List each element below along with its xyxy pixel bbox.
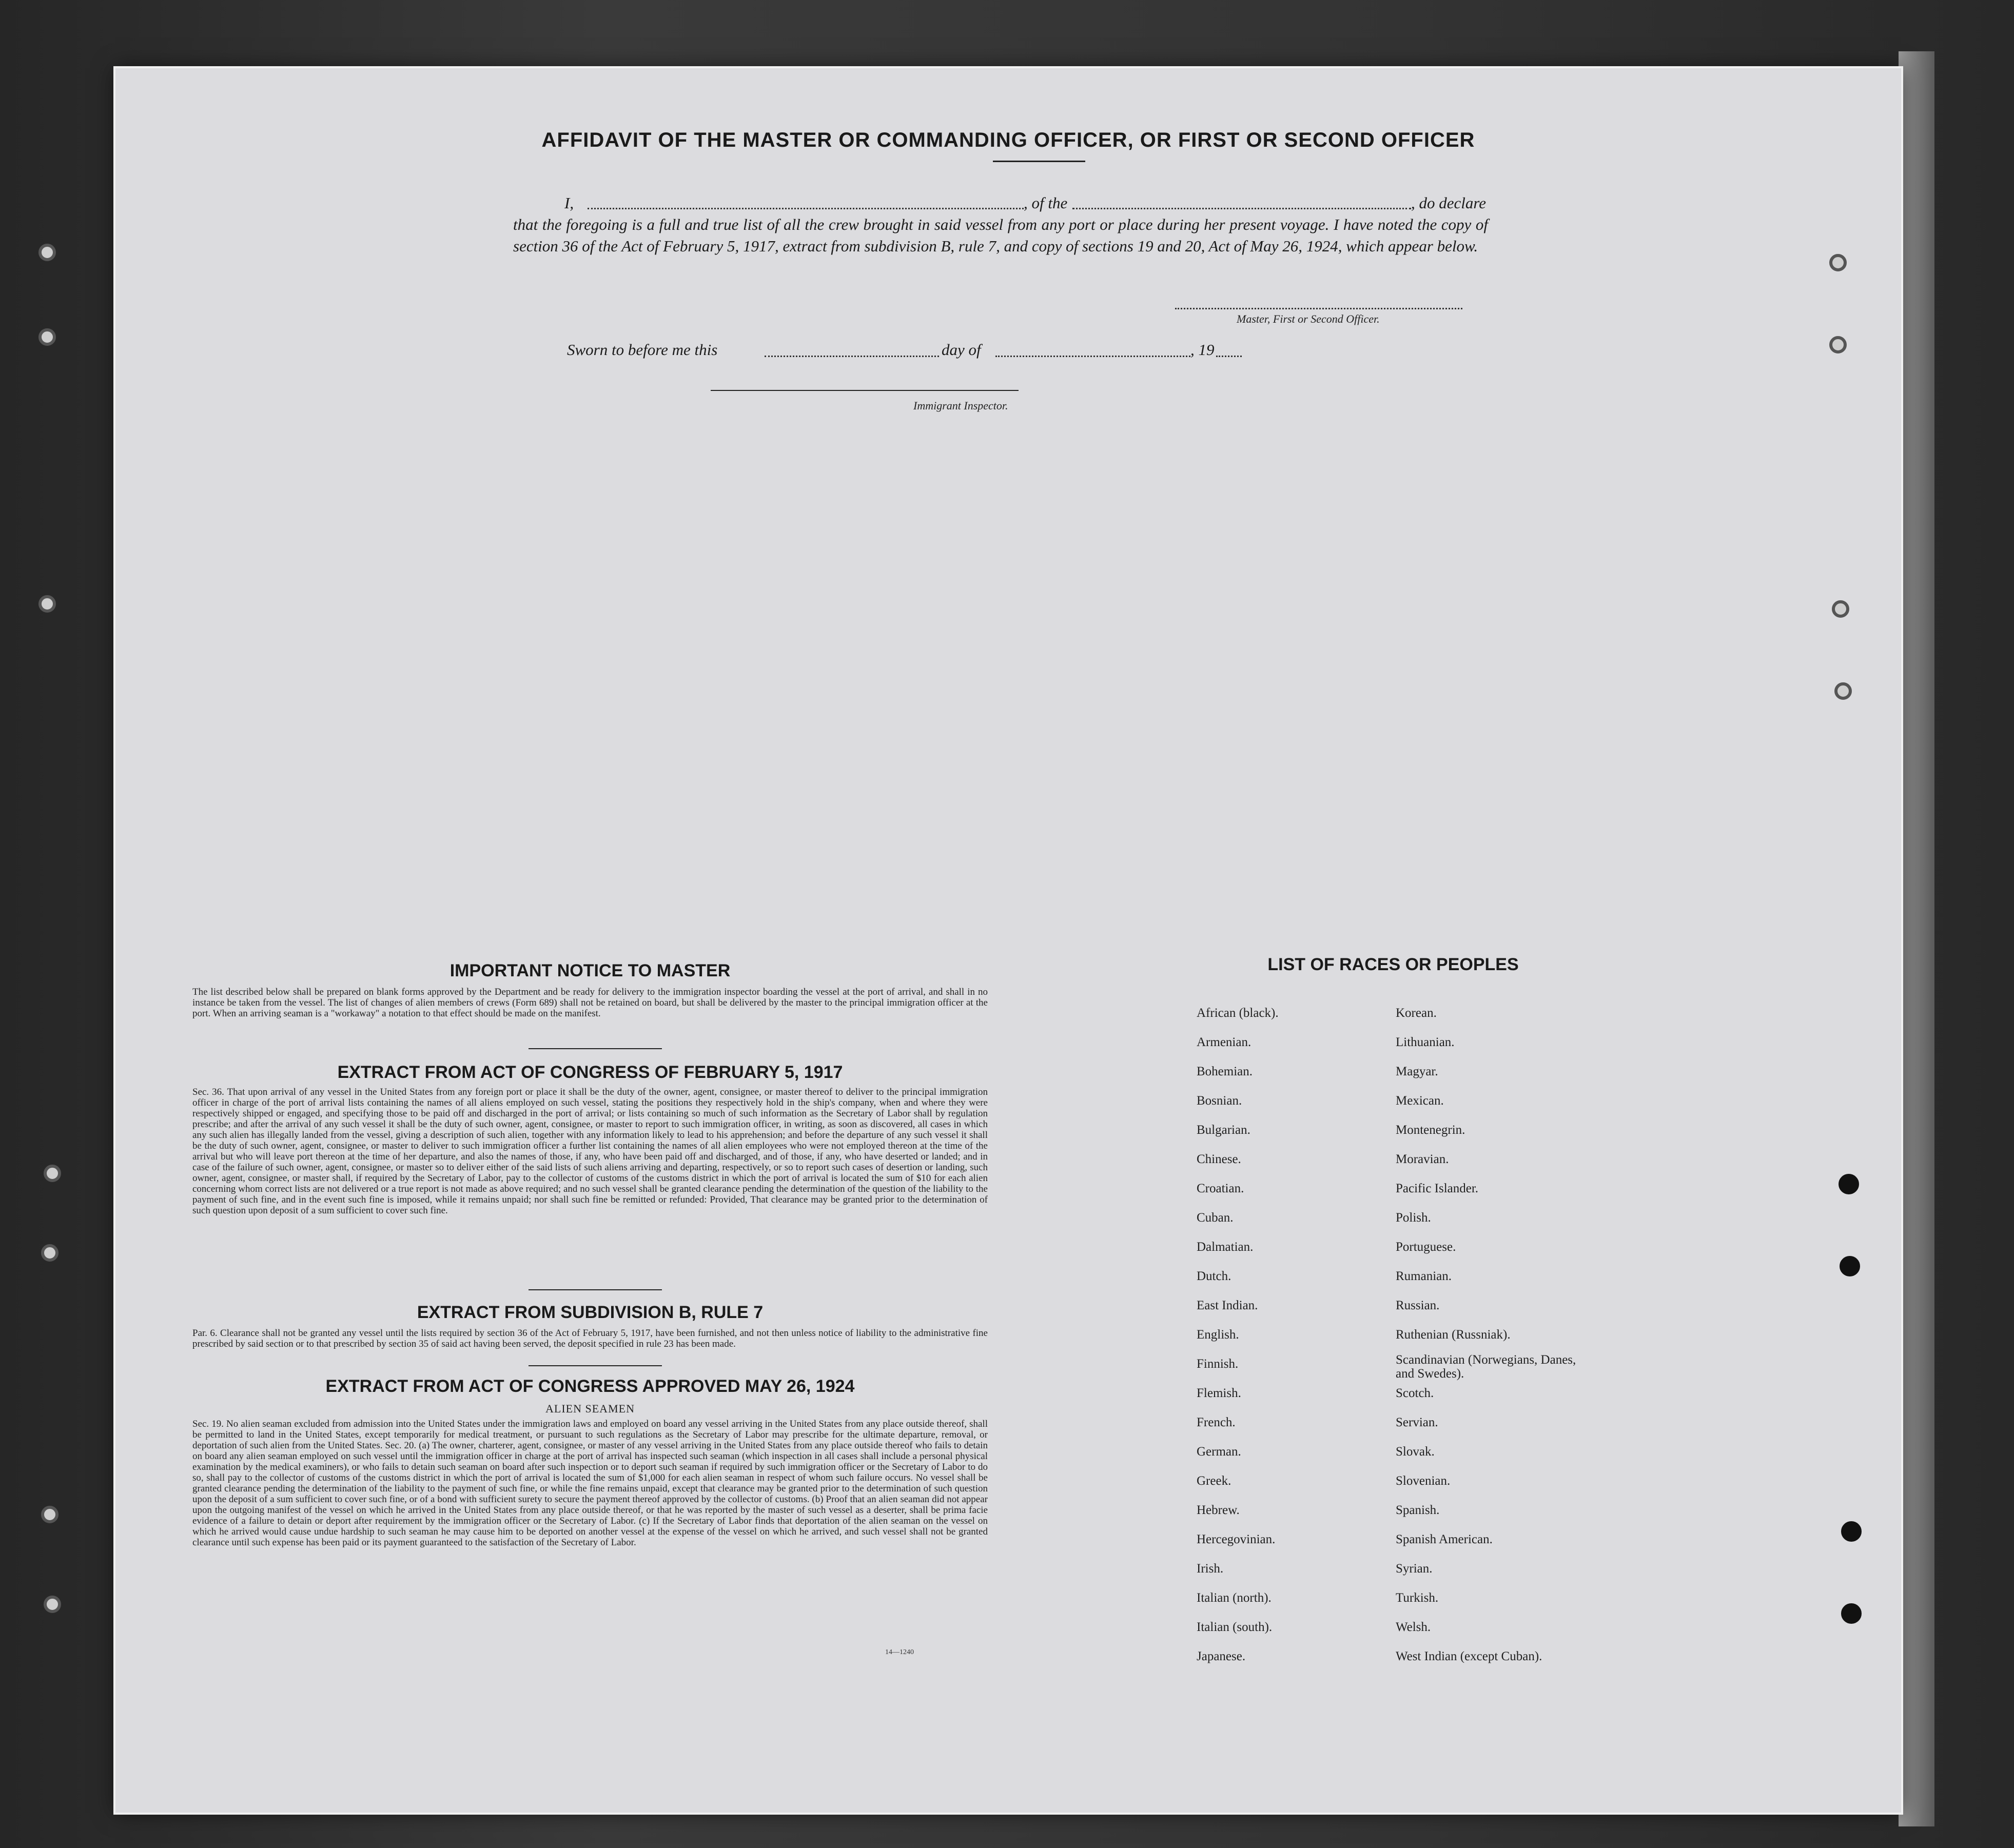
affidavit-title: AFFIDAVIT OF THE MASTER OR COMMANDING OFFICER, OR FIRST OR SECOND OFFICER <box>541 129 1475 151</box>
race-item: Pacific Islander. <box>1396 1182 1479 1195</box>
race-item: Dutch. <box>1197 1269 1231 1283</box>
extract-1924-title: EXTRACT FROM ACT OF CONGRESS APPROVED MAY 26, 1924 <box>325 1377 855 1396</box>
race-item: Moravian. <box>1396 1152 1449 1166</box>
divider-1 <box>529 1048 662 1049</box>
sworn-prefix: Sworn to before me this <box>567 341 718 359</box>
master-signature-label: Master, First or Second Officer. <box>1237 312 1380 325</box>
punch-hole-right <box>1841 1521 1862 1542</box>
punch-hole-left <box>38 595 56 613</box>
race-item: Bosnian. <box>1197 1094 1242 1108</box>
races-title: LIST OF RACES OR PEOPLES <box>1267 955 1519 974</box>
race-item: Armenian. <box>1197 1035 1252 1049</box>
race-item: Italian (north). <box>1197 1591 1272 1605</box>
race-item: Bulgarian. <box>1197 1123 1250 1137</box>
race-item: West Indian (except Cuban). <box>1396 1649 1542 1663</box>
sworn-year: , 19 <box>1190 341 1215 359</box>
punch-hole-right <box>1841 1603 1862 1624</box>
race-item: Flemish. <box>1197 1386 1241 1400</box>
affidavit-line1-i: I, <box>564 194 574 212</box>
race-item: Magyar. <box>1396 1065 1438 1078</box>
race-item: Greek. <box>1197 1474 1231 1488</box>
race-item: French. <box>1197 1416 1236 1429</box>
underlying-page-edge <box>1899 51 1934 1826</box>
race-item: English. <box>1197 1328 1239 1342</box>
punch-hole-right <box>1839 1174 1859 1194</box>
race-item: Finnish. <box>1197 1357 1239 1371</box>
notice-title: IMPORTANT NOTICE TO MASTER <box>449 961 731 980</box>
race-item: Hercegovinian. <box>1197 1532 1276 1546</box>
punch-hole-right <box>1832 600 1849 618</box>
punch-hole-right <box>1829 254 1847 271</box>
extract-1924-subtitle: ALIEN SEAMEN <box>545 1402 635 1415</box>
race-item: Russian. <box>1396 1299 1440 1312</box>
race-item: Scotch. <box>1396 1386 1434 1400</box>
document-page <box>115 68 1901 1813</box>
punch-hole-left <box>41 1506 58 1523</box>
affidavit-body: that the foregoing is a full and true list of all the crew brought in said vessel from any port or place during her present voyage. I have noted the copy of section 36 of the Act of February 5, 1917, extract from subdivision B, rule 7, and copy of sections 19 and 20, Act of May 26, 1924, which appear below. <box>513 215 1488 255</box>
punch-hole-left <box>41 1244 58 1262</box>
punch-hole-right <box>1834 682 1852 700</box>
race-item: Mexican. <box>1396 1094 1444 1108</box>
race-item: Turkish. <box>1396 1591 1439 1605</box>
race-item: Dalmatian. <box>1197 1240 1254 1254</box>
master-signature-line[interactable] <box>1175 308 1462 309</box>
notice-text: The list described below shall be prepared on blank forms approved by the Department and be ready for delivery to the immigration inspector boarding the vessel at the port of arrival, and shall in no instance be taken from the vessel. The list of changes of alien members of crews (Form 689) shall not be retained on board, but shall be delivered by the master to the principal immigration officer at the port. When an arriving seaman is a "workaway" a notation to that effect should be made on the manifest. <box>192 987 988 1019</box>
race-item: Montenegrin. <box>1396 1123 1465 1137</box>
affidavit-line1-declare: , do declare <box>1411 194 1487 212</box>
race-item: East Indian. <box>1197 1299 1258 1312</box>
race-item: Rumanian. <box>1396 1269 1452 1283</box>
punch-hole-left <box>44 1596 61 1613</box>
race-item: Chinese. <box>1197 1152 1241 1166</box>
race-item: Croatian. <box>1197 1182 1244 1195</box>
sworn-year-blank[interactable] <box>1216 356 1242 357</box>
extract-1917-title: EXTRACT FROM ACT OF CONGRESS OF FEBRUARY 5, 1917 <box>337 1063 843 1082</box>
sworn-day-blank[interactable] <box>765 356 939 357</box>
inspector-signature-line <box>711 390 1019 391</box>
extract-1917-text: Sec. 36. That upon arrival of any vessel in the United States from any foreign port or place it shall be the duty of the owner, agent, consignee, or master thereof to deliver to the principal immigration officer in charge of the port of arrival lists containing the names of all aliens employed on such vessel, stating the positions they respectively hold in the ship's company, when and where they were respectively shipped or engaged, and specifying those to be paid off and discharged in the port of arrival; or lists containing so much of such information as the Secretary of Labor shall by regulation prescribe; and after the arrival of any such vessel it shall be the duty of such owner, agent, consignee, or master to report to such immigration officer, in writing, as soon as discovered, all cases in which any such alien has illegally landed from the vessel, giving a description of such alien, together with any information likely to lead to his apprehension; and before the departure of any such vessel it shall be the duty of such owner, agent, consignee, or master to deliver to such immigration officer a further list containing the names of all alien employees who were not employed thereon at the time of the arrival but who will leave port thereon at the time of her departure, and also the names of those, if any, who have been paid off and discharged, and of those, if any, who have deserted or landed; and in case of the failure of such owner, agent, consignee, or master so to deliver either of the said lists of such aliens arriving and departing, respectively, or so to report such cases of desertion or landing, such owner, agent, consignee, or master shall, if required by the Secretary of Labor, pay to the collector of customs of the customs district in which the port of arrival is located the sum of $10 for each alien concerning whom correct lists are not delivered or a true report is not made as above required; and no such vessel shall be granted clearance pending the determination of the question of the liability to the payment of such fine, and in the event such fine is imposed, while it remains unpaid; nor shall such fine be remitted or refunded: Provided, That clearance may be granted prior to the determination of such question upon deposit of a sum sufficient to cover such fine. <box>192 1087 988 1216</box>
title-underline <box>993 161 1085 162</box>
race-item: Ruthenian (Russniak). <box>1396 1328 1511 1342</box>
vessel-blank[interactable] <box>1072 208 1411 209</box>
divider-2 <box>529 1289 662 1290</box>
sworn-day-of: day of <box>942 341 981 359</box>
race-item: Scandinavian (Norwegians, Danes, and Swedes). <box>1396 1353 1576 1381</box>
race-item: Portuguese. <box>1396 1240 1456 1254</box>
race-item: Servian. <box>1396 1416 1438 1429</box>
race-item: Slovenian. <box>1396 1474 1451 1488</box>
punch-hole-left <box>38 244 56 261</box>
sworn-month-blank[interactable] <box>995 356 1190 357</box>
race-item: Hebrew. <box>1197 1503 1240 1517</box>
punch-hole-left <box>44 1165 61 1182</box>
extract-rule7-text: Par. 6. Clearance shall not be granted any vessel until the lists required by section 36 of the Act of February 5, 1917, have been furnished, and not then unless notice of liability to the administrative fine prescribed by said section or to that prescribed by section 35 of said act having been served, the deposit specified in rule 23 has been made. <box>192 1328 988 1349</box>
race-item: African (black). <box>1197 1006 1279 1020</box>
race-item: Irish. <box>1197 1562 1224 1576</box>
name-blank[interactable] <box>588 208 1024 209</box>
race-item: Spanish. <box>1396 1503 1440 1517</box>
race-item: Slovak. <box>1396 1445 1435 1459</box>
race-item: Spanish American. <box>1396 1532 1493 1546</box>
race-item: Syrian. <box>1396 1562 1433 1576</box>
race-item: Italian (south). <box>1197 1620 1273 1634</box>
race-item: Cuban. <box>1197 1211 1234 1225</box>
punch-hole-left <box>38 328 56 346</box>
race-item: Japanese. <box>1197 1649 1246 1663</box>
divider-3 <box>529 1365 662 1366</box>
punch-hole-right <box>1829 336 1847 353</box>
race-item: Lithuanian. <box>1396 1035 1455 1049</box>
extract-1924-text: Sec. 19. No alien seaman excluded from admission into the United States under the immigration laws and employed on board any vessel arriving in the United States from any place outside thereof, shall be permitted to land in the United States, except temporarily for medical treatment, or pursuant to such regulations as the Secretary of Labor may prescribe for the ultimate departure, removal, or deportation of such alien from the United States. Sec. 20. (a) The owner, charterer, agent, consignee, or master of any vessel arriving in the United States from any place outside thereof who fails to detain on board any alien seaman employed on such vessel until the immigration officer in charge at the port of arrival has inspected such seaman (which inspection in all cases shall include a personal physical examination by the medical examiners), or who fails to detain such seaman on board after such inspection or to deport such seaman if required by such immigration officer or the Secretary of Labor to do so, shall pay to the collector of customs of the customs district in which the port of arrival is located the sum of $1,000 for each alien seaman in respect of whom such failure occurs. No vessel shall be granted clearance pending the determination of the liability to the payment of such fine, or while the fine remains unpaid, except that clearance may be granted prior to the determination of such question upon the deposit of a sum sufficient to cover such fine, or of a bond with sufficient surety to secure the payment thereof approved by the collector of customs. (b) Proof that an alien seaman did not appear upon the outgoing manifest of the vessel on which he arrived in the United States from any place outside thereof, or that he was reported by the master of such vessel as a deserter, shall be prima facie evidence of a failure to detain or deport after requirement by the immigration officer or the Secretary of Labor. (c) If the Secretary of Labor finds that deportation of the alien seaman on the vessel on which he arrived would cause undue hardship to such seaman he may cause him to be deported on another vessel at the expense of the vessel on which he arrived, and such vessel shall not be granted clearance until such expense has been paid or its payment guaranteed to the satisfaction of the Secretary of Labor. <box>192 1419 988 1548</box>
punch-hole-right <box>1840 1256 1860 1276</box>
race-item: Bohemian. <box>1197 1065 1253 1078</box>
extract-rule7-title: EXTRACT FROM SUBDIVISION B, RULE 7 <box>417 1303 764 1322</box>
inspector-label: Immigrant Inspector. <box>913 399 1008 412</box>
race-item: Polish. <box>1396 1211 1431 1225</box>
race-item: Korean. <box>1396 1006 1437 1020</box>
race-item: German. <box>1197 1445 1241 1459</box>
race-item: Welsh. <box>1396 1620 1431 1634</box>
affidavit-line1-of-the: , of the <box>1024 194 1068 212</box>
form-number: 14—1240 <box>885 1648 914 1656</box>
